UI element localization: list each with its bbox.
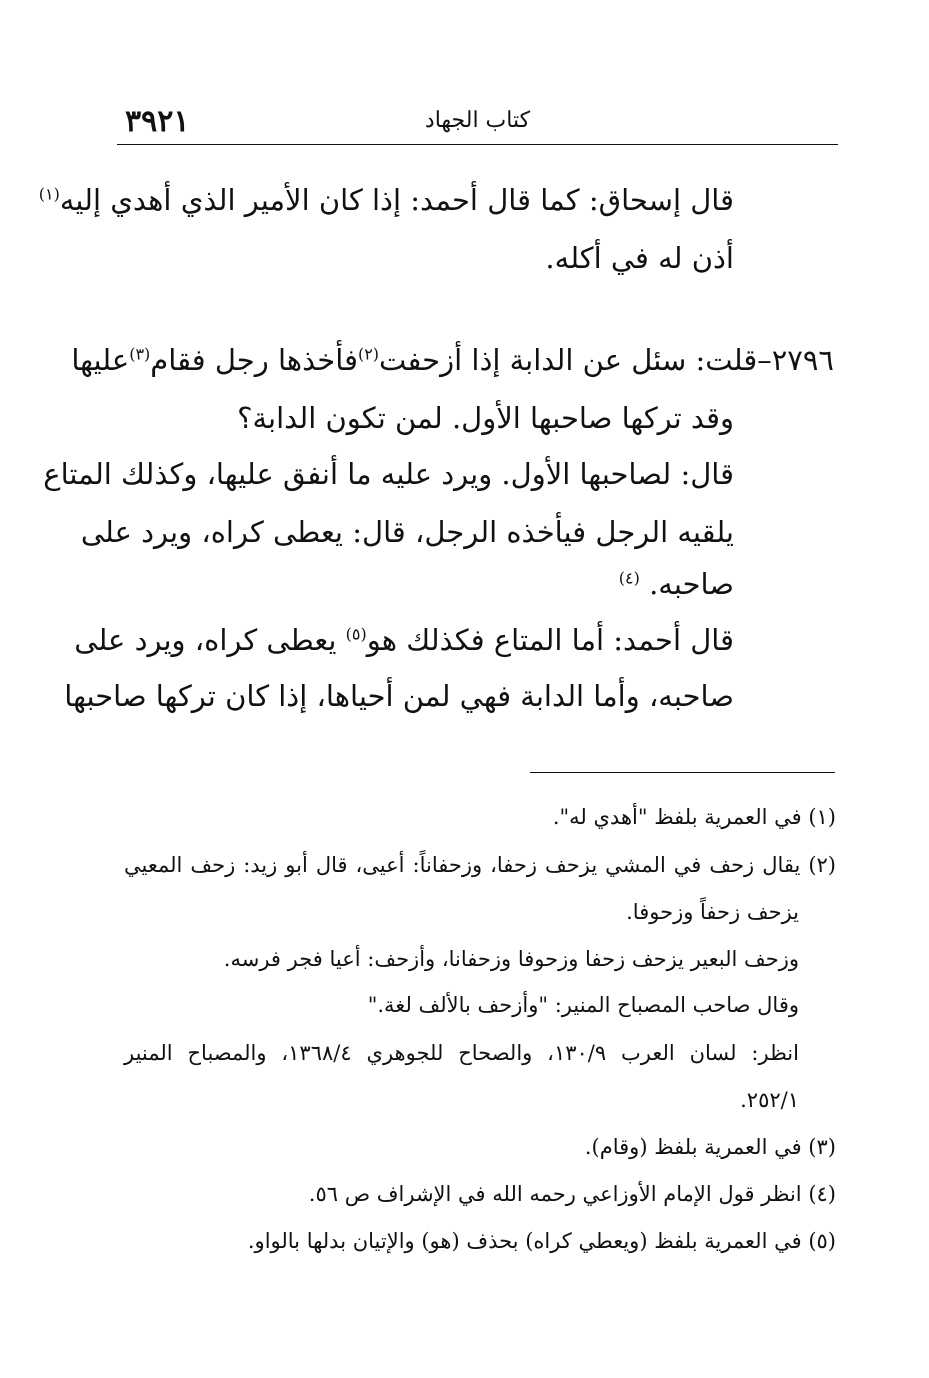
- footnote-2-line-6: ٢٥٢/١.: [740, 1088, 799, 1112]
- entry-line-1: ٢٧٩٦– قلت: سئل عن الدابة إذا أزحفت $^{(٢)}$فأخذها رجل فقام $^{(٣)}$عليها: [124, 340, 834, 380]
- entry-line-5: صاحبه. $^{(٤)}$: [618, 567, 734, 601]
- entry-number: ٢٧٩٦–: [757, 343, 834, 377]
- footnote-2-line-3: وزحف البعير يزحف زحفا وزحوفا وزحفانا، وأزحف: أعيا فجر فرسه.: [223, 947, 799, 971]
- page-header: [117, 100, 838, 145]
- footnote-ref-3: (٣): [129, 344, 151, 364]
- footnote-ref-5: (٥): [345, 624, 367, 644]
- footnote-ref-2: (٢): [357, 344, 380, 364]
- footnote-2-line-5: انظر: لسان العرب ١٣٠/٩، والصحاح للجوهري ١٣٦٨/٤، والمصباح المنير: [124, 1041, 799, 1065]
- footnote-2-line-1: (٢) يقال زحف في المشي يزحف زحفا، وزحفاناً: أعيى، قال أبو زيد: زحف المعيي: [124, 853, 836, 877]
- running-title: كتاب الجهاد: [424, 108, 531, 133]
- footnote-5: (٥) في العمرية بلفظ (ويعطي كراه) بحذف (هو) والإتيان بدلها بالواو.: [247, 1229, 836, 1253]
- body-line-1: قال إسحاق: كما قال أحمد: إذا كان الأمير الذي أهدي إليه$^{(١)}$: [38, 183, 734, 217]
- footnote-3: (٣) في العمرية بلفظ (وقام).: [584, 1135, 836, 1159]
- footnote-2-line-4: وقال صاحب المصباح المنير: "وأزحف بالألف لغة.": [367, 993, 799, 1017]
- entry-line-6: قال أحمد: أما المتاع فكذلك هو$^{(٥)}$ يعطى كراه، ويرد على: [74, 623, 734, 657]
- footnote-ref-4: (٤): [618, 568, 640, 588]
- entry-line-4: يلقيه الرجل فيأخذه الرجل، قال: يعطى كراه، ويرد على: [80, 515, 734, 549]
- page-number: ٣٩٢١: [125, 104, 190, 139]
- body-line-2: أذن له في أكله.: [545, 241, 734, 275]
- footnote-2-line-2: يزحف زحفاً وزحوفا.: [626, 900, 799, 924]
- footnote-ref-1: (١): [38, 184, 60, 204]
- entry-line-7: صاحبه، وأما الدابة فهي لمن أحياها، إذا كان تركها صاحبها: [64, 679, 734, 713]
- footnote-separator: [530, 772, 835, 773]
- entry-line-3: قال: لصاحبها الأول. ويرد عليه ما أنفق عليها، وكذلك المتاع: [43, 457, 734, 491]
- footnote-1: (١) في العمرية بلفظ "أهدي له".: [552, 805, 836, 829]
- entry-line-2: وقد تركها صاحبها الأول. لمن تكون الدابة؟: [237, 401, 734, 435]
- footnote-4: (٤) انظر قول الإمام الأوزاعي رحمه الله في الإشراف ص ٥٦.: [308, 1182, 836, 1206]
